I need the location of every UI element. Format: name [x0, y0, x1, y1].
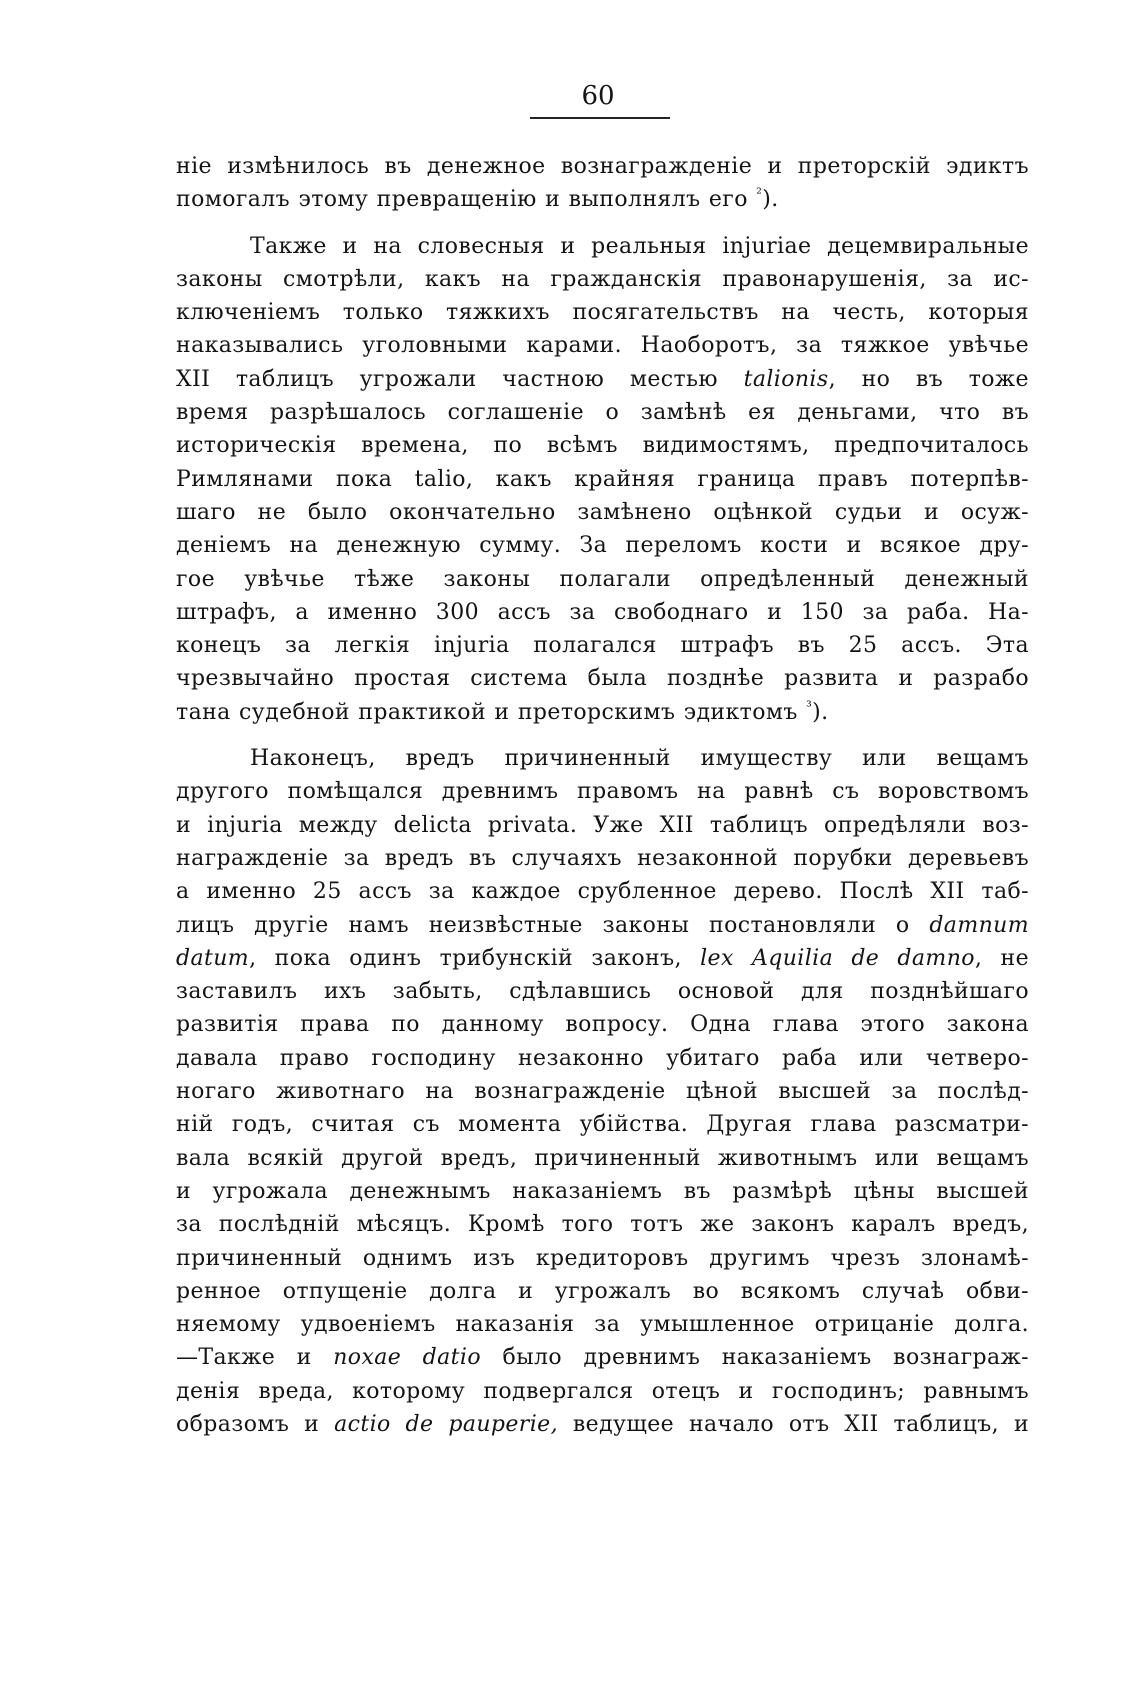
- page-number-rule: [530, 117, 670, 119]
- paragraph: [176, 742, 1029, 1441]
- italic-term: damnum: [929, 912, 1029, 938]
- text-run: XII таблицъ угрожали частною местью: [176, 366, 744, 392]
- text-run: развитія права по данному вопросу. Одна глава этого закона: [176, 1012, 1029, 1038]
- text-line: [176, 496, 1029, 529]
- text-run: няемому удвоеніемъ наказанія за умышленное отрицаніе долга.: [176, 1312, 1029, 1338]
- text-run: денія вреда, которому подвергался отецъ и господинъ; равнымъ: [176, 1378, 1029, 1404]
- text-line: [176, 296, 1029, 329]
- text-line: [176, 1242, 1029, 1275]
- footnote-marker: ³: [806, 698, 813, 715]
- text-line: [176, 329, 1029, 362]
- text-run: , пока одинъ трибунскій законъ,: [249, 945, 701, 971]
- paragraph: [176, 150, 1029, 217]
- text-run: конецъ за легкія injuria полагался штрафъ въ 25 ассъ. Эта: [176, 633, 1029, 659]
- text-run: вала всякій другой вредъ, причиненный животнымъ или вещамъ: [176, 1145, 1029, 1171]
- text-line: [176, 563, 1029, 596]
- text-line: [176, 1175, 1029, 1208]
- text-run: и injuria между delicta privata. Уже XII таблицъ опредѣляли воз-: [176, 812, 1029, 838]
- text-line: [176, 1008, 1029, 1041]
- text-run: причиненный однимъ изъ кредиторовъ другимъ чрезъ злонамѣ-: [176, 1245, 1029, 1271]
- text-run: ).: [812, 699, 829, 725]
- text-run: деніемъ на денежную сумму. За переломъ кости и всякое дру-: [176, 533, 1029, 559]
- body-text: [176, 150, 1029, 1441]
- text-run: Наконецъ, вредъ причиненный имуществу или вещамъ: [250, 746, 1029, 772]
- text-run: тана судебной практикой и преторскимъ эдиктомъ: [176, 699, 807, 725]
- text-line: [176, 775, 1029, 808]
- text-line: [176, 696, 1029, 729]
- footnote-marker: ²: [756, 186, 763, 203]
- text-line: [176, 742, 1029, 775]
- text-run: время разрѣшалось соглашеніе о замѣнѣ ея деньгами, что въ: [176, 400, 1029, 426]
- text-line: [176, 429, 1029, 462]
- text-line: [176, 1408, 1029, 1441]
- text-run: , но въ тоже: [828, 366, 1029, 392]
- text-line: [176, 809, 1029, 842]
- italic-term: talionis: [743, 366, 829, 392]
- text-run: шаго не было окончательно замѣнено оцѣнкой судьи и осуж-: [176, 499, 1029, 525]
- text-line: [176, 1142, 1029, 1175]
- paragraph: [176, 230, 1029, 729]
- text-line: [176, 230, 1029, 263]
- text-line: [176, 842, 1029, 875]
- text-line: [176, 629, 1029, 662]
- text-line: [176, 1208, 1029, 1241]
- text-line: [176, 942, 1029, 975]
- text-line: [176, 662, 1029, 695]
- text-run: за послѣдній мѣсяцъ. Кромѣ того тотъ же законъ каралъ вредъ,: [176, 1212, 1029, 1238]
- text-line: [176, 463, 1029, 496]
- text-run: гое увѣчье тѣже законы полагали опредѣленный денежный: [176, 566, 1029, 592]
- text-run: историческія времена, по всѣмъ видимостямъ, предпочиталось: [176, 433, 1029, 459]
- text-run: а именно 25 ассъ за каждое срубленное дерево. Послѣ XII таб-: [176, 879, 1029, 905]
- text-run: помогалъ этому превращенію и выполнялъ его: [176, 187, 757, 213]
- text-run: образомъ и: [176, 1411, 335, 1437]
- text-line: [176, 909, 1029, 942]
- text-run: ).: [762, 187, 779, 213]
- text-run: Римлянами пока talio, какъ крайняя граница правъ потерпѣв-: [176, 466, 1029, 492]
- text-line: [176, 183, 1029, 216]
- text-line: [176, 396, 1029, 429]
- text-run: давала право господину незаконно убитаго раба или четверо-: [176, 1045, 1029, 1071]
- text-run: ній годъ, считая съ момента убійства. Другая глава разсматри-: [176, 1112, 1029, 1138]
- text-run: чрезвычайно простая система была позднѣе развита и разрабо: [176, 666, 1029, 692]
- text-line: [176, 263, 1029, 296]
- text-line: [176, 1108, 1029, 1141]
- text-line: [176, 1375, 1029, 1408]
- text-line: [176, 875, 1029, 908]
- italic-term: datum: [176, 945, 250, 971]
- text-line: [176, 1042, 1029, 1075]
- italic-term: actio de pauperie,: [334, 1411, 558, 1437]
- text-run: ренное отпущеніе долга и угрожалъ во всякомъ случаѣ обви-: [176, 1278, 1029, 1304]
- text-run: ніе измѣнилось въ денежное вознагражденіе и преторскій эдиктъ: [176, 154, 1029, 179]
- italic-term: lex Aquilia de damno: [700, 945, 975, 971]
- text-line: [176, 363, 1029, 396]
- italic-term: noxae datio: [333, 1345, 481, 1371]
- text-run: было древнимъ наказаніемъ вознаграж-: [481, 1345, 1029, 1371]
- text-run: награжденіе за вредъ въ случаяхъ незаконной порубки деревьевъ: [176, 845, 1029, 871]
- text-line: [176, 1275, 1029, 1308]
- text-run: , не: [974, 945, 1029, 971]
- text-run: лицъ другіе намъ неизвѣстные законы постановляли о: [176, 912, 930, 938]
- text-run: и угрожала денежнымъ наказаніемъ въ размѣрѣ цѣны высшей: [176, 1178, 1029, 1204]
- text-run: другого помѣщался древнимъ правомъ на равнѣ съ воровствомъ: [176, 779, 1029, 805]
- text-line: [176, 1075, 1029, 1108]
- text-line: [176, 596, 1029, 629]
- text-run: —Также и: [176, 1345, 334, 1371]
- text-line: [176, 1341, 1029, 1374]
- text-run: ключеніемъ только тяжкихъ посягательствъ на честь, которыя: [176, 300, 1029, 326]
- text-run: наказывались уголовными карами. Наоборотъ, за тяжкое увѣчье: [176, 333, 1029, 359]
- text-line: [176, 529, 1029, 562]
- text-run: штрафъ, а именно 300 ассъ за свободнаго и 150 за раба. На-: [176, 599, 1029, 625]
- text-run: ногаго животнаго на вознагражденіе цѣной высшей за послѣд-: [176, 1079, 1029, 1105]
- text-run: ведущее начало отъ XII таблицъ, и: [557, 1411, 1029, 1437]
- text-run: Также и на словесныя и реальныя injuriae децемвиральные: [250, 233, 1029, 259]
- text-run: заставилъ ихъ забыть, сдѣлавшись основой для позднѣйшаго: [176, 979, 1029, 1005]
- text-line: [176, 150, 1029, 183]
- text-line: [176, 975, 1029, 1008]
- text-run: законы смотрѣли, какъ на гражданскія правонарушенія, за ис-: [176, 266, 1029, 292]
- page-number: 60: [581, 81, 615, 111]
- text-line: [176, 1308, 1029, 1341]
